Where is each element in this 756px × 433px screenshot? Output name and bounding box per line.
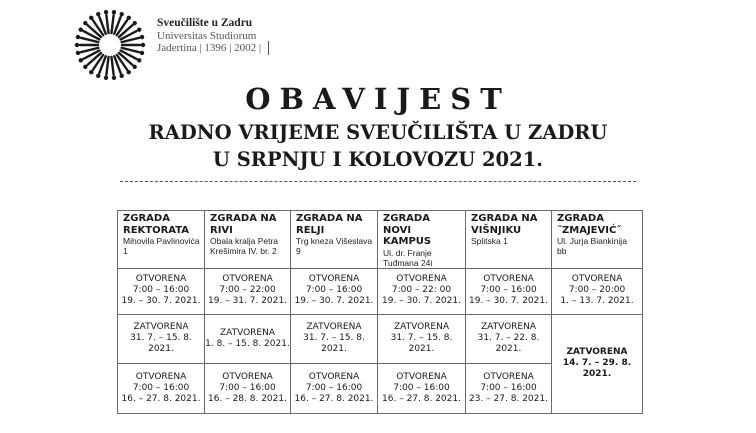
cell-hours: 7:00 – 16:00 xyxy=(480,284,537,295)
notice-subtitle-line1: RADNO VRIJEME SVEUČILIŠTA U ZADRU xyxy=(148,121,608,144)
schedule-cell xyxy=(466,363,552,413)
cell-status: OTVORENA xyxy=(135,371,187,382)
cell-dates: 19. – 30. 7. 2021. xyxy=(294,295,374,306)
schedule-cell xyxy=(466,314,552,363)
building-name: ZGRADA NA VIŠNJIKU xyxy=(471,213,538,236)
cell-dates: 31. 7. – 22. 8. 2021. xyxy=(477,333,540,354)
cell-status: OTVORENA xyxy=(571,273,623,284)
cell-dates: 1. 8. – 15. 8. 2021. xyxy=(205,338,290,349)
schedule-cell xyxy=(118,268,205,314)
cell-status: OTVORENA xyxy=(396,273,447,284)
schedule-cell xyxy=(205,314,291,363)
cell-hours: 7:00 – 16:00 xyxy=(305,284,363,295)
building-address: Mihovila Pavlinovića 1 xyxy=(123,236,200,256)
logo-divider xyxy=(268,41,269,55)
schedule-row-open-july xyxy=(118,268,643,314)
schedule-cell xyxy=(205,363,291,413)
building-header xyxy=(205,211,291,269)
cell-hours: 7:00 – 20:00 xyxy=(568,284,626,295)
cell-status: OTVORENA xyxy=(483,273,534,284)
university-years: Jadertina | 1396 | 2002 | xyxy=(157,42,262,54)
cell-hours: 7:00 – 16:00 xyxy=(480,382,537,393)
cell-dates: 16. – 27. 8. 2021. xyxy=(382,393,461,404)
schedule-cell xyxy=(291,268,378,314)
cell-hours: 7:00 – 16:00 xyxy=(132,382,190,393)
schedule-row-closed xyxy=(118,314,643,363)
cell-status: OTVORENA xyxy=(222,273,273,284)
cell-status: ZATVORENA xyxy=(393,322,450,332)
cell-dates: 16. – 27. 8. 2021. xyxy=(294,393,374,404)
building-address: Splitska 1 xyxy=(471,236,508,246)
schedule-cell xyxy=(378,314,466,363)
cell-status: OTVORENA xyxy=(483,371,534,382)
cell-dates: 14. 7. – 29. 8. 2021. xyxy=(562,358,632,379)
university-name: Sveučilište u Zadru xyxy=(157,17,253,29)
schedule-cell xyxy=(118,363,205,413)
working-hours-table xyxy=(117,210,643,414)
cell-status: ZATVORENA xyxy=(480,322,537,332)
cell-dates: 19. – 30. 7. 2021. xyxy=(469,295,548,306)
cell-dates: 23. – 27. 8. 2021. xyxy=(469,393,548,404)
building-name: ZGRADA NA RELJI xyxy=(296,213,363,236)
building-name: ZGRADA REKTORATA xyxy=(123,213,190,236)
building-address: Obala kralja Petra Krešimira IV. br. 2 xyxy=(210,236,279,256)
cell-dates: 31. 7. – 15. 8. 2021. xyxy=(390,333,453,354)
building-address: Trg kneza Višeslava 9 xyxy=(296,236,373,256)
schedule-cell xyxy=(205,268,291,314)
building-address: Ul. dr. Franje Tuđmana 24i xyxy=(383,247,433,268)
cell-dates: 19. – 31. 7. 2021. xyxy=(208,295,287,306)
building-header xyxy=(118,211,205,269)
building-header xyxy=(378,211,466,269)
cell-dates: 31. 7. – 15. 8. 2021. xyxy=(130,333,192,354)
header-row xyxy=(118,211,643,269)
cell-dates: 19. – 30. 7. 2021. xyxy=(121,295,201,306)
cell-hours: 7:00 – 16:00 xyxy=(219,382,276,393)
cell-status: OTVORENA xyxy=(308,371,360,382)
university-latin-name: Universitas Studiorum xyxy=(157,29,257,42)
cell-hours: 7:00 – 16:00 xyxy=(393,382,450,393)
zmajevic-closed-cell xyxy=(552,314,643,413)
cell-dates: 16. – 27. 8. 2021. xyxy=(121,393,201,404)
building-header xyxy=(466,211,552,269)
cell-dates: 1. – 13. 7. 2021. xyxy=(560,295,634,306)
cell-status: OTVORENA xyxy=(135,273,187,284)
cell-status: ZATVORENA xyxy=(566,347,628,357)
schedule-cell xyxy=(291,363,378,413)
cell-hours: 7:00 – 22: 00 xyxy=(391,284,452,295)
schedule-cell xyxy=(291,314,378,363)
cell-status: ZATVORENA xyxy=(306,322,362,332)
cell-dates: 16. – 28. 8. 2021. xyxy=(208,393,287,404)
schedule-cell xyxy=(466,268,552,314)
cell-dates: 19. – 30. 7. 2021. xyxy=(382,295,461,306)
cell-status: OTVORENA xyxy=(308,273,360,284)
cell-hours: 7:00 – 16:00 xyxy=(305,382,363,393)
schedule-cell xyxy=(378,363,466,413)
dashed-divider xyxy=(120,181,636,182)
building-name: ZGRADA NOVI KAMPUS xyxy=(383,213,432,247)
schedule-cell xyxy=(118,314,205,363)
cell-status: ZATVORENA xyxy=(133,322,189,332)
building-header xyxy=(291,211,378,269)
schedule-cell xyxy=(378,268,466,314)
cell-status: OTVORENA xyxy=(222,371,273,382)
building-name: ZGRADA NA RIVI xyxy=(210,213,277,236)
cell-hours: 7:00 – 16:00 xyxy=(132,284,190,295)
cell-dates: 31. 7. – 15. 8. 2021. xyxy=(303,333,365,354)
building-name: ZGRADA ˝ZMAJEVIĆ˝ xyxy=(557,213,622,236)
sunburst-logo-icon xyxy=(70,5,150,85)
notice-title: OBAVIJEST xyxy=(245,82,511,116)
university-logo xyxy=(70,5,280,65)
building-address: Ul. Jurja Biankinija bb xyxy=(557,236,627,256)
cell-status: OTVORENA xyxy=(396,371,447,382)
cell-status: ZATVORENA xyxy=(219,327,276,338)
notice-subtitle-line2: U SRPNJU I KOLOVOZU 2021. xyxy=(212,148,544,171)
logo-text xyxy=(157,17,261,55)
cell-hours: 7:00 – 22:00 xyxy=(219,284,276,295)
building-header xyxy=(552,211,643,269)
schedule-cell xyxy=(552,268,643,314)
